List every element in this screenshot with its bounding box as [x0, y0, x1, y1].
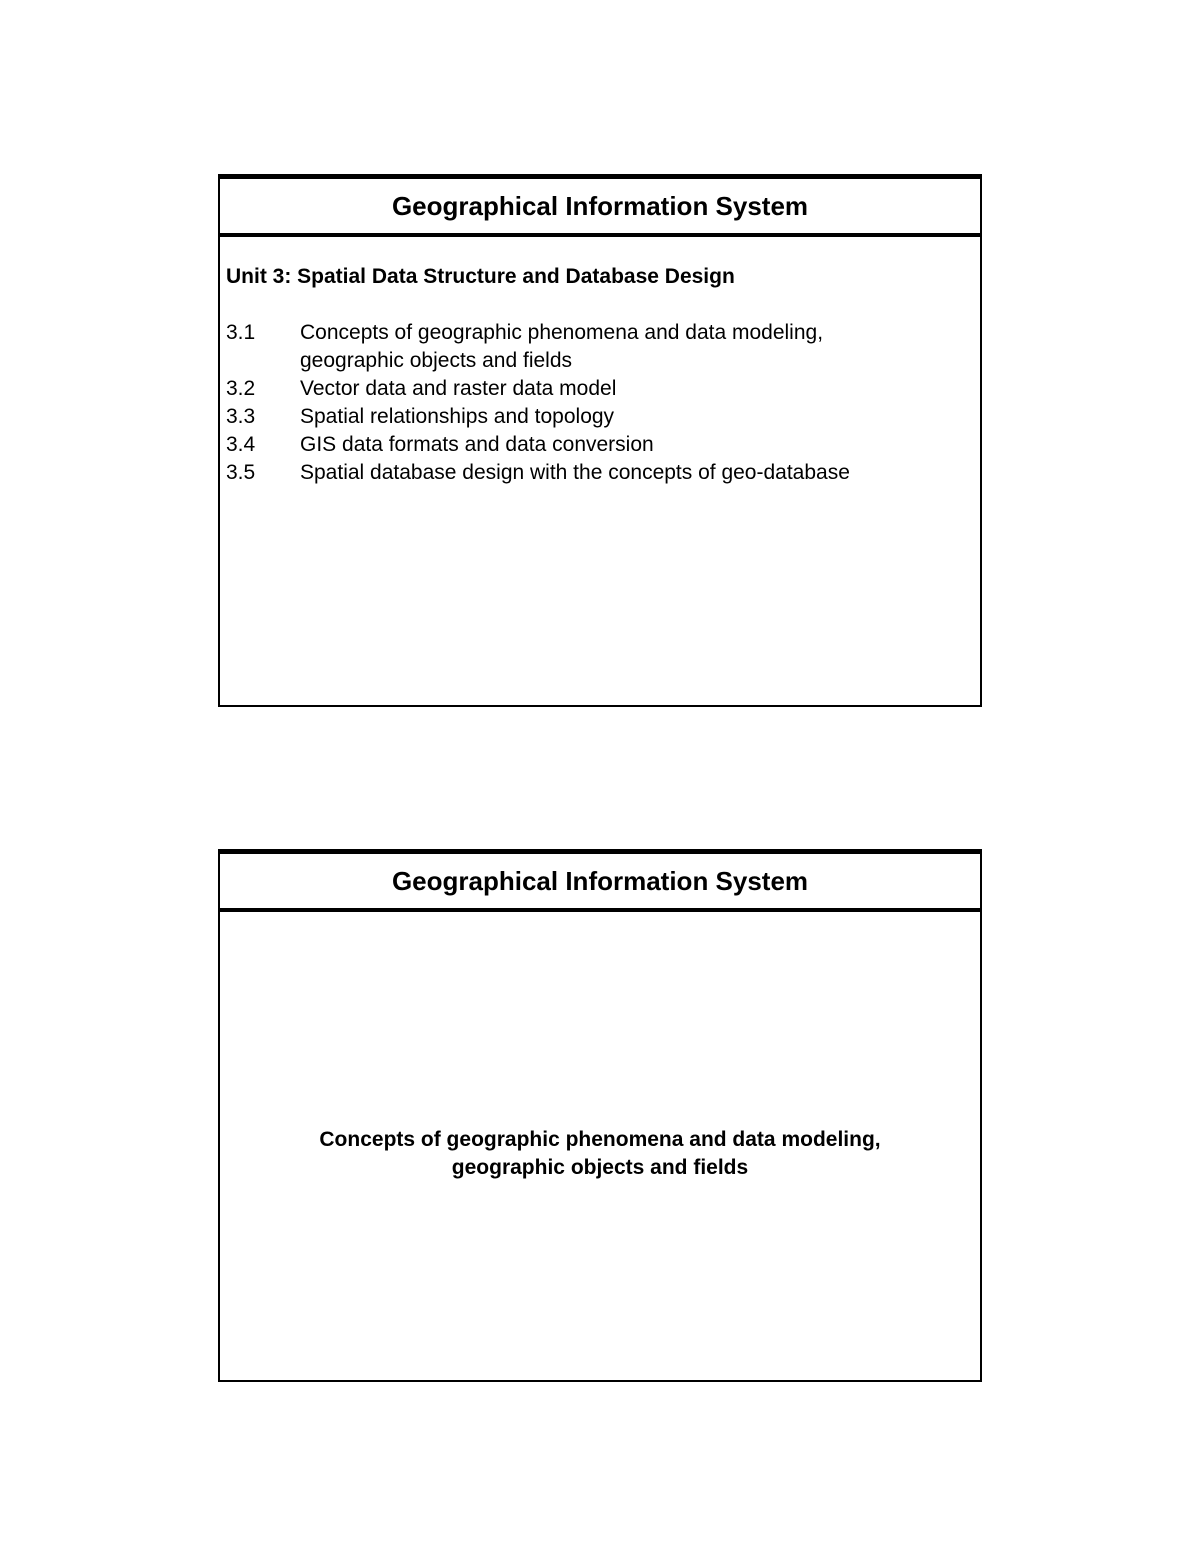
- list-item: [226, 459, 980, 487]
- section-title: Concepts of geographic phenomena and data modeling, geographic objects and fields: [319, 1128, 881, 1179]
- slide-1-body: [220, 237, 980, 487]
- slide-2: [218, 849, 982, 1382]
- slide-1: [218, 174, 982, 707]
- slide-2-header: [220, 854, 980, 912]
- list-item-number: 3.3: [226, 405, 256, 428]
- list-item-text: Spatial database design with the concepts of geo-database: [300, 461, 850, 484]
- topic-list: [226, 319, 980, 487]
- list-item-number: 3.2: [226, 377, 256, 400]
- list-item-number: 3.4: [226, 433, 256, 456]
- list-item: [226, 403, 980, 431]
- list-item-text: Spatial relationships and topology: [300, 405, 615, 428]
- list-item-text: Vector data and raster data model: [300, 377, 617, 400]
- list-item-number: 3.1: [226, 321, 256, 344]
- list-item-number: 3.5: [226, 461, 256, 484]
- slide-2-body: [220, 912, 980, 1380]
- list-item: [226, 431, 980, 459]
- slide-2-title: Geographical Information System: [391, 865, 809, 896]
- list-item: [226, 375, 980, 403]
- list-item-text: Concepts of geographic phenomena and data modeling, geographic objects and fields: [300, 321, 824, 372]
- unit-heading: Unit 3: Spatial Data Structure and Database Design: [226, 265, 735, 288]
- list-item-text: GIS data formats and data conversion: [300, 433, 654, 456]
- slide-1-header: [220, 179, 980, 237]
- slide-1-title: Geographical Information System: [391, 190, 809, 221]
- list-item: [226, 319, 980, 375]
